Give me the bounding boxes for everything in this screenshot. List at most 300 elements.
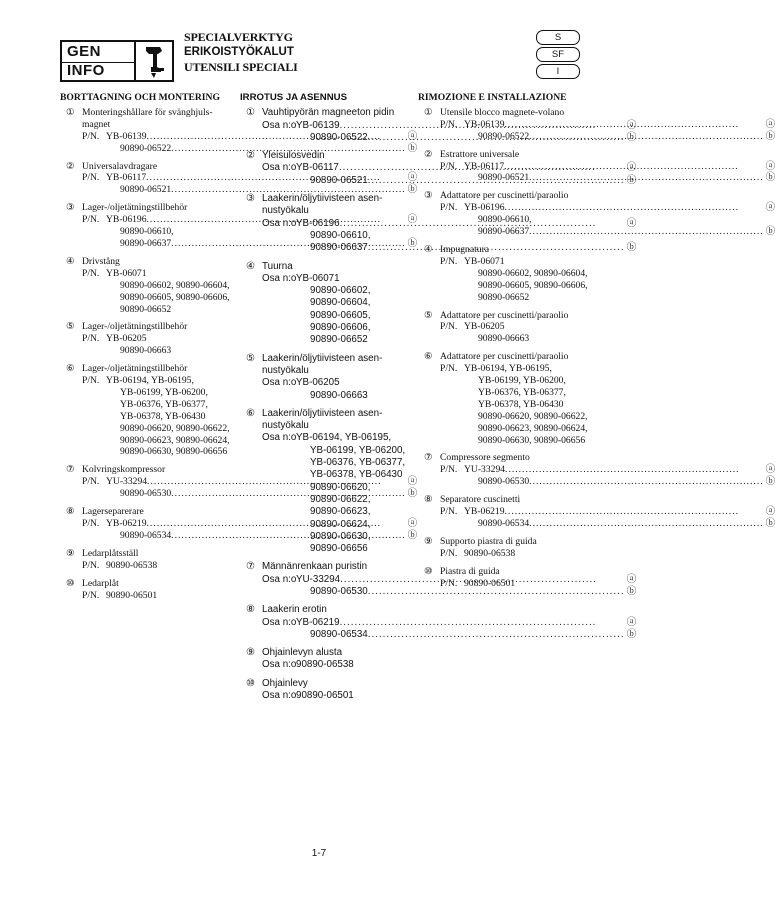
part-number-line bbox=[464, 202, 775, 214]
figure-reference-mark: ⓐ bbox=[626, 162, 637, 174]
part-number: 90890-06522 bbox=[310, 131, 368, 143]
part-number: 90890-06623, 90890-06624, bbox=[120, 434, 230, 446]
part-number-line bbox=[464, 226, 775, 238]
leader-dots bbox=[505, 119, 764, 131]
leader-dots bbox=[529, 476, 764, 488]
figure-reference-mark: ⓑ bbox=[626, 242, 637, 254]
leader-dots bbox=[504, 161, 764, 173]
item-number: ⑤ bbox=[66, 321, 75, 333]
item-number: ⑤ bbox=[246, 352, 255, 364]
figure-reference-mark: ⓐ bbox=[765, 506, 775, 518]
part-number-label: Osa n:o bbox=[262, 217, 297, 229]
part-number-label: P/N. bbox=[440, 363, 458, 375]
part-number-values bbox=[464, 506, 775, 530]
part-number-values bbox=[464, 578, 588, 590]
figure-reference-mark bbox=[370, 531, 372, 543]
part-number: 90890-06521 bbox=[120, 184, 172, 196]
tool-name: Lagerseparerare bbox=[82, 506, 144, 518]
part-number-line bbox=[296, 297, 405, 309]
part-number-label: P/N. bbox=[82, 214, 100, 226]
part-number-line bbox=[464, 280, 590, 292]
part-number-line bbox=[106, 268, 232, 280]
part-number-line bbox=[106, 411, 232, 423]
figure-reference-mark: ⓐ bbox=[765, 202, 775, 214]
part-number: 90890-06630, bbox=[310, 530, 371, 542]
part-number-row bbox=[440, 578, 588, 590]
part-number-line bbox=[464, 161, 775, 173]
item-number: ⑦ bbox=[66, 464, 75, 476]
part-number: 90890-06620, 90890-06622, bbox=[120, 422, 230, 434]
part-number-line bbox=[464, 435, 590, 447]
part-number-row bbox=[82, 375, 230, 458]
part-number: YU-33294 bbox=[296, 573, 341, 585]
tool-name: Lager-/oljetätningstillbehör bbox=[82, 321, 188, 333]
part-number: 90890-06530 bbox=[478, 476, 530, 488]
part-number-row bbox=[440, 464, 775, 488]
figure-reference-mark bbox=[370, 230, 372, 242]
part-number-label: Osa n:o bbox=[262, 573, 297, 585]
part-number-line bbox=[464, 399, 590, 411]
part-number-line bbox=[464, 518, 775, 530]
part-number: 90890-06538 bbox=[296, 659, 354, 671]
item-number: ③ bbox=[66, 202, 75, 214]
part-number: 90890-06652 bbox=[120, 303, 172, 315]
figure-reference-mark bbox=[588, 280, 590, 292]
part-number-label: P/N. bbox=[82, 476, 100, 488]
figure-reference-mark bbox=[340, 377, 342, 389]
tool-name: Impugnatura bbox=[440, 243, 490, 255]
tool-item bbox=[418, 566, 588, 590]
part-number-values bbox=[296, 617, 636, 642]
part-number-row bbox=[82, 130, 418, 155]
part-number-row bbox=[440, 363, 588, 446]
tool-item bbox=[60, 255, 230, 316]
part-number-row bbox=[262, 690, 405, 702]
part-number-label: P/N. bbox=[440, 547, 458, 559]
figure-reference-mark bbox=[368, 543, 370, 555]
item-number: ③ bbox=[246, 193, 255, 205]
figure-reference-mark bbox=[370, 285, 372, 297]
column-title: IRROTUS JA ASENNUS bbox=[240, 92, 347, 103]
part-number: 90890-06602, bbox=[310, 285, 371, 297]
page-titles bbox=[184, 30, 298, 75]
tool-name: Utensile blocco magnete-volano bbox=[440, 106, 565, 118]
figure-reference-mark bbox=[147, 333, 149, 345]
item-number: ⑨ bbox=[424, 535, 433, 547]
figure-reference-mark: ⓑ bbox=[407, 529, 418, 541]
part-number: 90890-06534 bbox=[310, 628, 368, 640]
part-number-label: Osa n:o bbox=[262, 162, 297, 174]
part-number-row bbox=[262, 659, 405, 671]
part-number-line bbox=[296, 273, 405, 285]
part-number: YB-06219 bbox=[464, 506, 505, 518]
tool-name: Drivstång bbox=[82, 255, 120, 267]
title-swedish: SPECIALVERKTYG bbox=[184, 30, 293, 44]
figure-reference-mark bbox=[370, 482, 372, 494]
part-number: YB-06219 bbox=[106, 518, 147, 529]
tool-item bbox=[418, 106, 775, 143]
part-number: 90890-06652 bbox=[310, 334, 368, 346]
tool-name: Compressore segmento bbox=[440, 452, 530, 464]
part-number-row bbox=[262, 432, 405, 555]
part-number: YB-06139 bbox=[464, 118, 505, 130]
item-number: ⑨ bbox=[246, 647, 255, 659]
part-number: YB-06117 bbox=[106, 172, 147, 184]
tool-name: Männänrenkaan puristin bbox=[262, 561, 368, 573]
part-number: YB-06199, YB-06200, bbox=[310, 444, 406, 456]
part-number: YB-06378, YB-06430 bbox=[120, 410, 206, 422]
section-icon-box bbox=[136, 40, 174, 82]
part-number: 90890-06522 bbox=[120, 142, 172, 154]
tool-name: Adattatore per cuscinetti/paraolio bbox=[440, 351, 569, 363]
part-number-row bbox=[440, 118, 775, 143]
part-number-values bbox=[464, 161, 775, 185]
item-number: ⑥ bbox=[66, 363, 75, 375]
part-number: 90890-06630, 90890-06656 bbox=[120, 446, 228, 458]
part-number-line bbox=[296, 469, 407, 481]
tool-item bbox=[418, 536, 588, 560]
gen-info-box bbox=[60, 40, 136, 82]
leader-dots bbox=[505, 506, 764, 518]
figure-reference-mark bbox=[402, 469, 404, 481]
figure-reference-mark: ⓐ bbox=[626, 119, 637, 131]
part-number-row bbox=[82, 267, 230, 316]
part-number: 90890-06602, 90890-06604, bbox=[120, 279, 230, 291]
figure-reference-mark bbox=[566, 387, 568, 399]
part-number: 90890-06538 bbox=[464, 547, 516, 559]
part-number: 90890-06656 bbox=[310, 543, 368, 555]
part-number: 90890-06530 bbox=[120, 488, 172, 500]
outboard-motor-icon bbox=[143, 45, 165, 79]
part-number-row bbox=[440, 548, 588, 560]
figure-reference-mark bbox=[230, 435, 232, 447]
figure-reference-mark: ⓐ bbox=[407, 518, 418, 529]
item-number: ④ bbox=[66, 255, 75, 267]
part-number-label: P/N. bbox=[440, 255, 458, 267]
leader-dots bbox=[529, 131, 764, 143]
figure-reference-mark bbox=[588, 423, 590, 435]
figure-reference-mark: ⓐ bbox=[407, 130, 418, 142]
leader-dots bbox=[340, 617, 625, 629]
part-number: 90890-06605, 90890-06606, bbox=[120, 291, 230, 303]
figure-reference-mark bbox=[230, 292, 232, 304]
item-number: ⑧ bbox=[424, 494, 433, 506]
item-number: ⑨ bbox=[66, 547, 75, 559]
part-number-line bbox=[106, 423, 232, 435]
language-badge-s: S bbox=[536, 30, 580, 45]
part-number: 90890-06530 bbox=[310, 585, 368, 597]
part-number-line bbox=[296, 690, 405, 702]
part-number-line bbox=[464, 292, 590, 304]
figure-reference-mark: ⓐ bbox=[626, 616, 637, 628]
figure-reference-mark bbox=[529, 292, 531, 304]
part-number-line bbox=[464, 214, 775, 226]
part-number: YB-06071 bbox=[106, 267, 147, 279]
figure-reference-mark bbox=[171, 345, 173, 357]
part-number-values bbox=[464, 548, 588, 560]
part-number-row bbox=[262, 377, 405, 402]
part-number-label: P/N. bbox=[440, 577, 458, 589]
part-number-row bbox=[82, 560, 225, 572]
part-number-label: P/N. bbox=[82, 589, 100, 601]
part-number-line bbox=[296, 617, 636, 629]
part-number-line bbox=[296, 334, 405, 346]
figure-reference-mark: ⓑ bbox=[765, 518, 775, 529]
part-number-label: Osa n:o bbox=[262, 659, 297, 671]
item-number: ⑦ bbox=[424, 452, 433, 464]
language-badges bbox=[536, 30, 580, 81]
item-number: ⑧ bbox=[246, 604, 255, 616]
part-number-row bbox=[82, 590, 225, 602]
part-number: 90890-06637 bbox=[120, 237, 172, 249]
item-number: ③ bbox=[424, 190, 433, 202]
tool-name: Adattatore per cuscinetti/paraolio bbox=[440, 309, 569, 321]
part-number-line bbox=[464, 476, 775, 488]
figure-reference-mark: ⓑ bbox=[765, 172, 775, 184]
tool-item bbox=[418, 452, 775, 488]
tool-name: Laakerin/öljytiivisteen asen-nustyökalu bbox=[262, 352, 383, 376]
figure-reference-mark bbox=[370, 322, 372, 334]
leader-dots bbox=[529, 172, 764, 184]
part-number-label: P/N. bbox=[440, 464, 458, 476]
item-number: ⑧ bbox=[66, 506, 75, 518]
part-number: 90890-06604, bbox=[310, 297, 371, 309]
part-number: YB-06199, YB-06200, bbox=[120, 386, 208, 398]
part-number-label: P/N. bbox=[440, 202, 458, 214]
part-number-line bbox=[106, 560, 225, 572]
part-number-values bbox=[464, 321, 588, 345]
item-number: ⑩ bbox=[246, 677, 255, 689]
part-number-values bbox=[464, 464, 775, 488]
part-number: 90890-06663 bbox=[478, 333, 530, 345]
tool-name: Laakerin erotin bbox=[262, 604, 327, 616]
tool-name: Ledarplåt bbox=[82, 577, 119, 589]
part-number-label: P/N. bbox=[440, 506, 458, 518]
part-number: 90890-06605, bbox=[310, 309, 371, 321]
part-number-line bbox=[296, 390, 405, 402]
tool-name: Laakerin/öljytiivisteen asen-nustyökalu bbox=[262, 407, 383, 432]
part-number: 90890-06620, 90890-06622, bbox=[478, 410, 588, 422]
figure-reference-mark: ⓑ bbox=[407, 142, 418, 154]
part-number: YB-06196 bbox=[106, 214, 147, 226]
part-number-label: P/N. bbox=[440, 118, 458, 130]
tool-name: Adattatore per cuscinetti/paraolio bbox=[440, 190, 569, 202]
figure-reference-mark: ⓐ bbox=[626, 573, 637, 585]
figure-reference-mark bbox=[157, 560, 159, 572]
part-number-line bbox=[106, 345, 225, 357]
figure-reference-mark bbox=[563, 399, 565, 411]
tool-name: Ledarplåtsställ bbox=[82, 547, 139, 559]
figure-reference-mark bbox=[505, 256, 507, 268]
part-number-line bbox=[296, 482, 407, 494]
part-number-line bbox=[296, 659, 405, 671]
figure-reference-mark: ⓑ bbox=[626, 585, 637, 597]
item-number: ④ bbox=[246, 260, 255, 272]
tool-name: Supporto piastra di guida bbox=[440, 535, 537, 547]
figure-reference-mark bbox=[208, 399, 210, 411]
gen-label: GEN bbox=[67, 43, 102, 60]
tool-item bbox=[240, 353, 405, 402]
part-number-line bbox=[464, 333, 588, 345]
figure-reference-mark bbox=[588, 411, 590, 423]
part-number-values bbox=[464, 256, 590, 304]
part-number-label: Osa n:o bbox=[262, 272, 297, 284]
part-number-values bbox=[296, 659, 405, 671]
part-number: 90890-06624, bbox=[310, 518, 371, 530]
item-number: ① bbox=[66, 106, 75, 118]
tool-item bbox=[60, 321, 225, 357]
figure-reference-mark: ⓑ bbox=[407, 488, 418, 500]
part-number: 90890-06652 bbox=[478, 291, 530, 303]
part-number-row bbox=[262, 273, 405, 347]
figure-reference-mark: ⓐ bbox=[407, 476, 418, 488]
part-number: YB-06199, YB-06200, bbox=[478, 375, 566, 387]
part-number-line bbox=[464, 321, 588, 333]
figure-reference-mark: ⓐ bbox=[407, 172, 418, 184]
tool-item bbox=[240, 604, 637, 641]
language-badge-i: I bbox=[536, 64, 580, 79]
part-number: YB-06378, YB-06430 bbox=[478, 398, 564, 410]
part-number-line bbox=[296, 531, 407, 543]
part-number-line bbox=[106, 292, 232, 304]
part-number-line bbox=[106, 375, 232, 387]
item-number: ② bbox=[246, 150, 255, 162]
tool-name: Yleisulosvedin bbox=[262, 150, 325, 162]
item-number: ④ bbox=[424, 243, 433, 255]
part-number-line bbox=[296, 457, 407, 469]
part-number-line bbox=[464, 363, 590, 375]
column-title: RIMOZIONE E INSTALLAZIONE bbox=[418, 92, 567, 103]
figure-reference-mark bbox=[370, 519, 372, 531]
part-number-line bbox=[296, 494, 407, 506]
figure-reference-mark: ⓐ bbox=[765, 118, 775, 130]
language-badge-sf: SF bbox=[536, 47, 580, 62]
tool-item bbox=[240, 408, 405, 556]
part-number: 90890-06521 bbox=[478, 172, 530, 184]
figure-reference-mark bbox=[532, 214, 534, 226]
part-number: 90890-06610, bbox=[478, 214, 532, 226]
part-number: 90890-06602, 90890-06604, bbox=[478, 267, 588, 279]
tool-item bbox=[60, 363, 230, 458]
part-number: YB-06117 bbox=[296, 162, 339, 174]
tool-name: Lager-/oljetätningstillbehör bbox=[82, 202, 188, 214]
part-number-values bbox=[106, 333, 225, 357]
part-number: YB-06194, YB-06195, bbox=[464, 363, 552, 375]
part-number-row bbox=[262, 616, 637, 642]
part-number-label: P/N. bbox=[82, 130, 100, 142]
part-number-row bbox=[440, 506, 775, 530]
figure-reference-mark bbox=[230, 423, 232, 435]
part-number-values bbox=[106, 560, 225, 572]
tool-name: Lager-/oljetätningstillbehör bbox=[82, 363, 188, 375]
title-finnish: ERIKOISTYÖKALUT bbox=[184, 46, 294, 58]
part-number: 90890-06534 bbox=[478, 518, 530, 529]
part-number: YB-06205 bbox=[296, 377, 340, 389]
tool-name: Tuurna bbox=[262, 260, 293, 272]
figure-reference-mark bbox=[588, 268, 590, 280]
part-number-label: P/N. bbox=[82, 375, 100, 387]
figure-reference-mark: ⓑ bbox=[765, 130, 775, 142]
figure-reference-mark bbox=[368, 390, 370, 402]
part-number-line bbox=[106, 435, 232, 447]
figure-reference-mark: ⓐ bbox=[765, 160, 775, 172]
figure-reference-mark bbox=[340, 273, 342, 285]
part-number: YB-06194, YB-06195, bbox=[296, 432, 392, 444]
part-number-values bbox=[464, 363, 590, 446]
part-number-line bbox=[464, 131, 775, 143]
tool-name: Estrattore universale bbox=[440, 148, 520, 160]
part-number: 90890-06501 bbox=[464, 577, 516, 589]
part-number: 90890-06501 bbox=[296, 690, 354, 702]
item-number: ⑦ bbox=[246, 561, 255, 573]
figure-reference-mark bbox=[405, 445, 407, 457]
figure-reference-mark: ⓑ bbox=[407, 184, 418, 196]
part-number: 90890-06522 bbox=[478, 130, 530, 142]
tool-name: Piastra di guida bbox=[440, 565, 500, 577]
part-number-line bbox=[464, 387, 590, 399]
tool-item bbox=[418, 494, 775, 530]
figure-reference-mark: ⓐ bbox=[765, 464, 775, 476]
tool-item bbox=[240, 678, 405, 703]
part-number-line bbox=[296, 377, 405, 389]
info-label: INFO bbox=[67, 62, 105, 79]
part-number-line bbox=[296, 285, 405, 297]
part-number-line bbox=[106, 333, 225, 345]
part-number-row bbox=[440, 160, 775, 185]
title-italian: UTENSILI SPECIALI bbox=[184, 60, 298, 74]
part-number: 90890-06538 bbox=[106, 559, 158, 571]
part-number-line bbox=[106, 280, 232, 292]
figure-reference-mark bbox=[205, 411, 207, 423]
tool-item bbox=[60, 548, 225, 572]
item-number: ⑩ bbox=[424, 565, 433, 577]
part-number-label: P/N. bbox=[82, 518, 100, 529]
part-number: YB-06378, YB-06430 bbox=[310, 469, 403, 481]
leader-dots bbox=[529, 226, 764, 238]
part-number-label: P/N. bbox=[82, 267, 100, 279]
figure-reference-mark bbox=[566, 375, 568, 387]
item-number: ⑥ bbox=[424, 351, 433, 363]
part-number: 90890-06637 bbox=[310, 242, 368, 254]
tool-name: Monteringshållare för svänghjuls-magnet bbox=[82, 106, 213, 130]
part-number-line bbox=[464, 464, 775, 476]
part-number-label: Osa n:o bbox=[262, 377, 297, 389]
part-number: YB-06219 bbox=[296, 616, 340, 628]
figure-reference-mark bbox=[505, 321, 507, 333]
part-number-values bbox=[106, 590, 225, 602]
part-number-line bbox=[296, 310, 405, 322]
part-number: YB-06071 bbox=[464, 255, 505, 267]
figure-reference-mark bbox=[368, 334, 370, 346]
figure-reference-mark: ⓑ bbox=[407, 237, 418, 249]
part-number-line bbox=[106, 446, 232, 458]
part-number-line bbox=[106, 387, 232, 399]
part-number-label: P/N. bbox=[440, 160, 458, 172]
part-number: YB-06205 bbox=[106, 333, 147, 345]
part-number-line bbox=[296, 629, 636, 641]
figure-reference-mark bbox=[370, 310, 372, 322]
part-number-label: Osa n:o bbox=[262, 432, 297, 444]
part-number: 90890-06605, 90890-06606, bbox=[478, 279, 588, 291]
part-number-line bbox=[464, 119, 775, 131]
part-number-line bbox=[296, 445, 407, 457]
tool-item bbox=[418, 244, 588, 304]
part-number: YB-06117 bbox=[464, 160, 505, 172]
figure-reference-mark bbox=[171, 304, 173, 316]
figure-reference-mark bbox=[515, 578, 517, 590]
part-number: YB-06376, YB-06377, bbox=[120, 398, 208, 410]
part-number-line bbox=[296, 543, 407, 555]
